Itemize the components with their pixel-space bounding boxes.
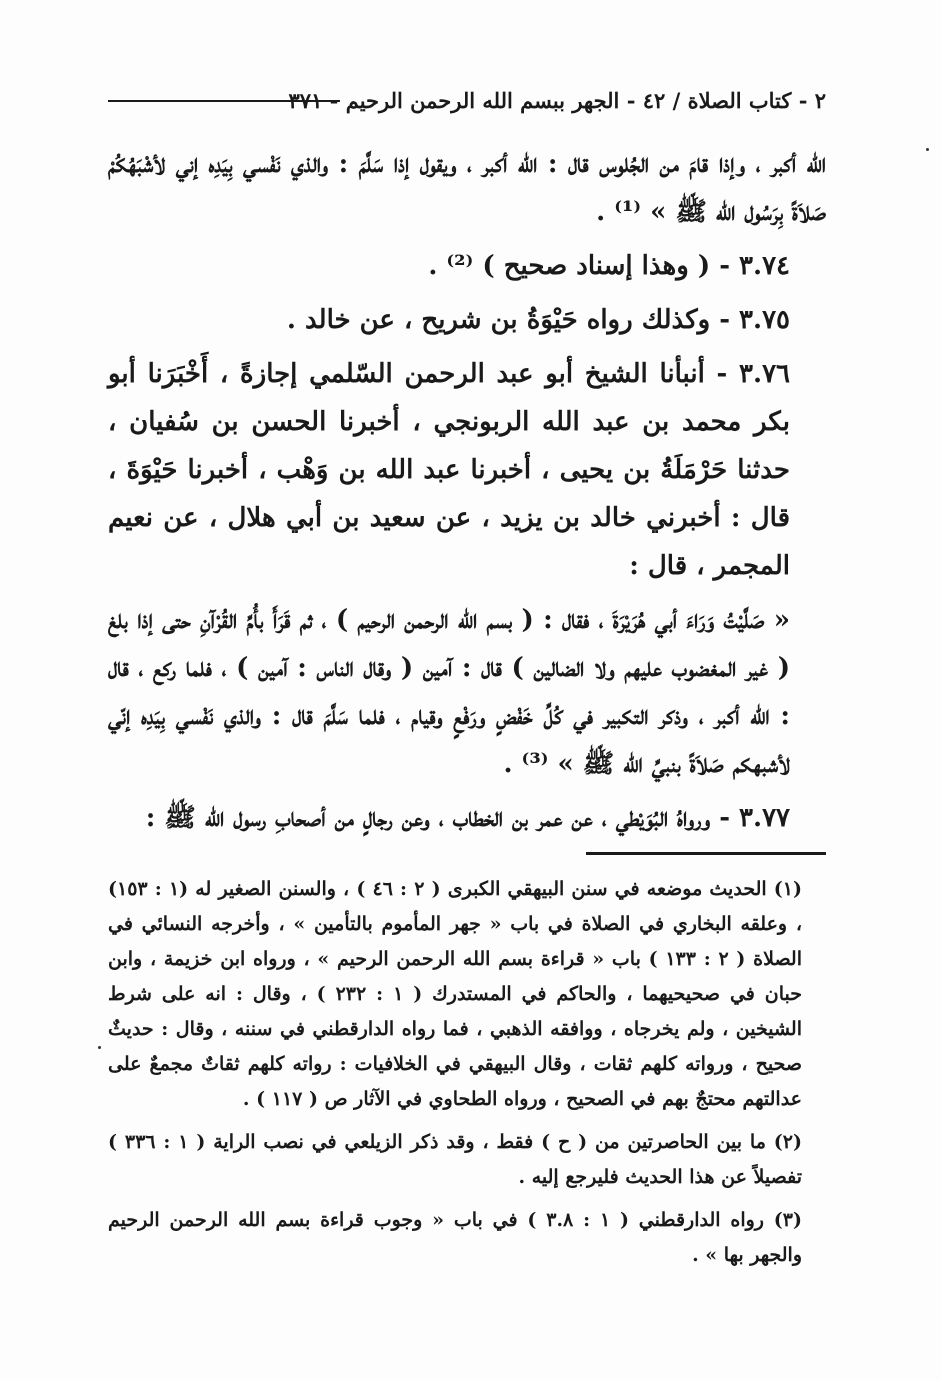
paragraph: الله أكبر ، وإذا قامَ من الجُلوس قال : الله أكبر ، ويقول إذا سَلَّمَ : والذي نَفْسي بِيَدِه إني لأشْبَهُكُمْ صَلاَةً بِرَسُول الله ﷺ » ⁽¹⁾ .: [108, 149, 826, 227]
paragraph: ٣.٧٦ - أنبأنا الشيخ أبو عبد الرحمن السّلمي إجازةً ، أَخْبَرَنا أبو بكر محمد بن عبد الله الربونجي ، أخبرنا الحسن بن سُفيان ، حدثنا حَرْمَلَةُ بن يحيى ، أخبرنا عبد الله بن وَهْب ، أخبرنا حَيْوَةَ ، قال : أخبرني خالد بن يزيد ، عن سعيد بن أبي هلال ، عن نعيم المجمر ، قال :: [108, 359, 790, 581]
page-header: [108, 84, 826, 124]
scan-speck: [98, 1046, 101, 1049]
paragraph: ٣.٧٤ - ( وهذا إسناد صحيح ) ⁽²⁾ .: [428, 251, 790, 281]
scan-speck: [926, 148, 929, 151]
paragraph: ٣.٧٥ - وكذلك رواه حَيْوَةُ بن شريح ، عن خالد .: [286, 305, 790, 335]
footnote-separator: [586, 852, 826, 855]
footnotes: [108, 872, 826, 1281]
main-text: [108, 140, 826, 848]
paragraph: ٣.٧٧ - ورواهُ البُوَيْطي ، عن عمر بن الخطاب ، وعن رجالٍ من أصحابِ رسول الله ﷺ :: [145, 803, 790, 833]
footnote: (٣) رواه الدارقطني ( ١ : ٣.٨ ) في باب « وجوب قراءة بسم الله الرحمن الرحيم والجهر بها » .: [108, 1209, 802, 1266]
footnote: (٢) ما بين الحاصرتين من ( ح ) فقط ، وقد ذكر الزيلعي في نصب الراية ( ١ : ٣٣٦ ) تفصيلاً عن هذا الحديث فليرجع إليه .: [108, 1131, 802, 1188]
running-title: ٢ - كتاب الصلاة / ٤٢ - الجهر ببسم الله الرحمن الرحيم - ٣٧١: [288, 88, 826, 113]
footnote: (١) الحديث موضعه في سنن البيهقي الكبرى ( ٢ : ٤٦ ) ، والسنن الصغير له (١ : ١٥٣) ، وعلقه البخاري في الصلاة في باب « جهر المأموم بالتأمين » ، وأخرجه النسائي في الصلاة ( ٢ : ١٣٣ ) باب « قراءة بسم الله الرحمن الرحيم » ، ورواه ابن خزيمة ، وابن حبان في صحيحيهما ، والحاكم في المستدرك ( ١ : ٢٣٢ ) ، وقال : انه على شرط الشيخين ، ولم يخرجاه ، ووافقه الذهبي ، فما رواه الدارقطني في سننه ، وقال : حديثٌ صحيح ، ورواته كلهم ثقات ، وقال البيهقي في الخلافيات : رواته كلهم ثقاتٌ مجمعٌ على عدالتهم محتجٌ بهم في الصحيح ، ورواه الطحاوي في الآثار ص ( ١١٧ ) .: [108, 878, 803, 1110]
header-rule: [108, 100, 340, 102]
paragraph: « صَلَّيْتُ وَرَاءَ أبي هُرَيْرَةَ ، فقال : ( بسم الله الرحمن الرحيم ) ، ثم قَرَأَ بأُمِّ القُرْآنِ حتى إذا بلغ ( غير المغضوب عليهم ولا الضالين ) قال : آمين ( وقال الناس : آمين ) ، فلما ركع ، قال : الله أكبر ، وذكر التكبير في كُلِّ خَفْضٍ ورَفْعٍ وقيام ، فلما سَلَّمَ قال : والذي نَفْسي بِيَدِه إنّي لأشبهكم صَلاَةً بنبيِّ الله ﷺ » ⁽³⁾ .: [108, 605, 790, 779]
